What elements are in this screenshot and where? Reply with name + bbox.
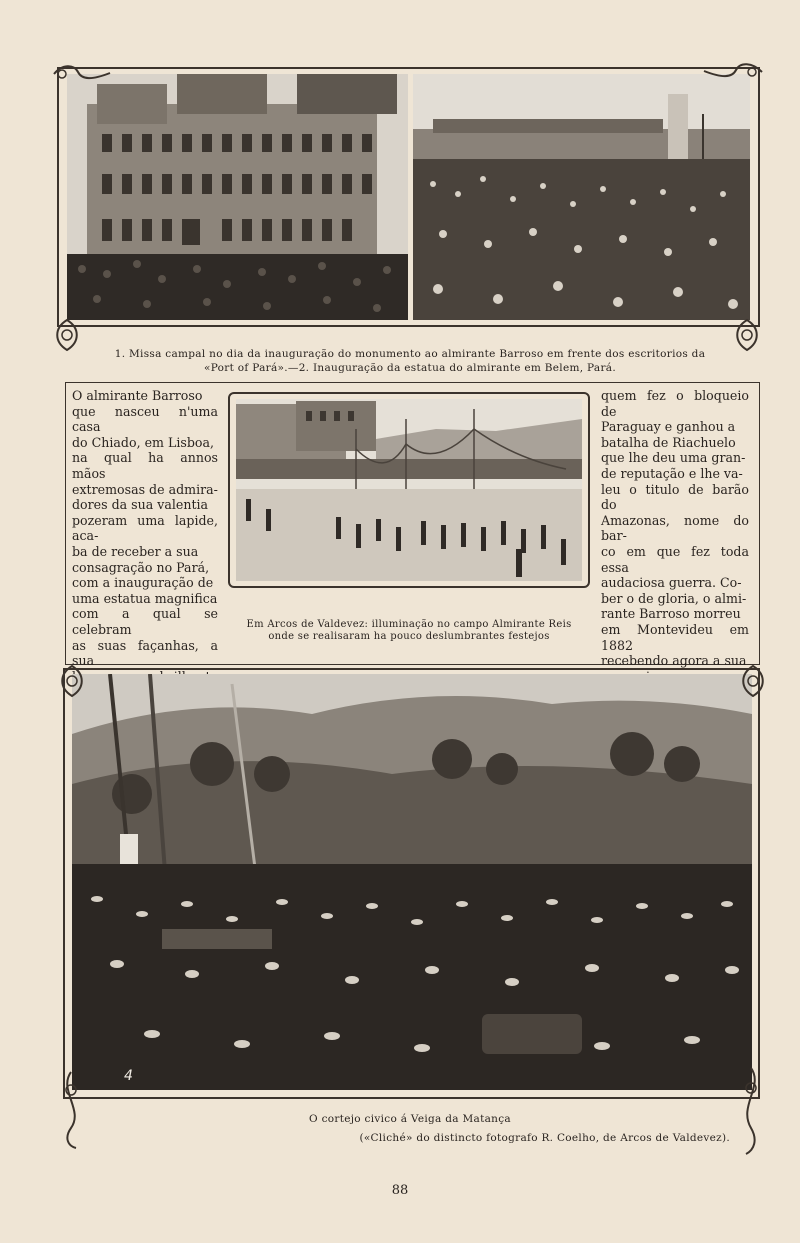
middle-caption-line2: onde se realisaram ha pouco deslumbrantes festejos	[268, 631, 550, 642]
page-number: 88	[391, 1183, 409, 1198]
photo-estatua-belem	[413, 74, 750, 320]
photo-arcos-illuminacao	[236, 399, 582, 581]
middle-photo-caption	[225, 619, 593, 643]
middle-caption-line1: Em Arcos de Valdevez: illuminação no campo Almirante Reis	[246, 619, 572, 630]
article-right-column: quem fez o bloqueio de Paraguay e ganhou a batalha de Riachuelo que lhe deu uma gran- de reputação e lhe va- leu o titulo de barão do Amazonas, nome do bar- co em que fez toda essa audaciosa guerra. Co- ber o de gloria, o almi- rante Barroso morreu em Montevideu em 1882 recebendo agora a sua	[601, 388, 749, 669]
photo-cortejo-civico	[72, 674, 752, 1090]
corner-ornament-bottom-left	[56, 1070, 86, 1150]
side-ornament-right-2	[736, 664, 770, 698]
bottom-photo-caption: O cortejo civico á Veiga da Matança	[309, 1113, 511, 1125]
side-ornament-left-1	[50, 318, 84, 352]
article-left-column: O almirante Barroso que nasceu n'uma casa do Chiado, em Lisboa, na qual ha annos mãos extremosas de admira- dores da sua valentia pozeram uma lapide, aca- ba de receber a sua consagração no Pará, com a inauguração de uma estatua magnifica com a qual se celebram as suas façanhas, a sua	[72, 388, 218, 669]
top-caption	[80, 347, 740, 375]
photo-credit: («Cliché» do distincto fotografo R. Coelho, de Arcos de Valdevez).	[359, 1132, 730, 1144]
photo-number-4: 4	[124, 1068, 133, 1084]
corner-ornament-top-right	[702, 60, 764, 82]
photo-missa-campal	[67, 74, 408, 320]
top-caption-line2: «Port of Pará».—2. Inauguração da estatua do almirante em Belem, Pará.	[204, 362, 616, 374]
corner-ornament-bottom-right	[736, 1066, 766, 1156]
top-caption-line1: 1. Missa campal no dia da inauguração do monumento ao almirante Barroso em frente dos escritorios da	[114, 348, 706, 360]
side-ornament-left-2	[55, 664, 89, 698]
corner-ornament-top-left	[52, 62, 112, 84]
